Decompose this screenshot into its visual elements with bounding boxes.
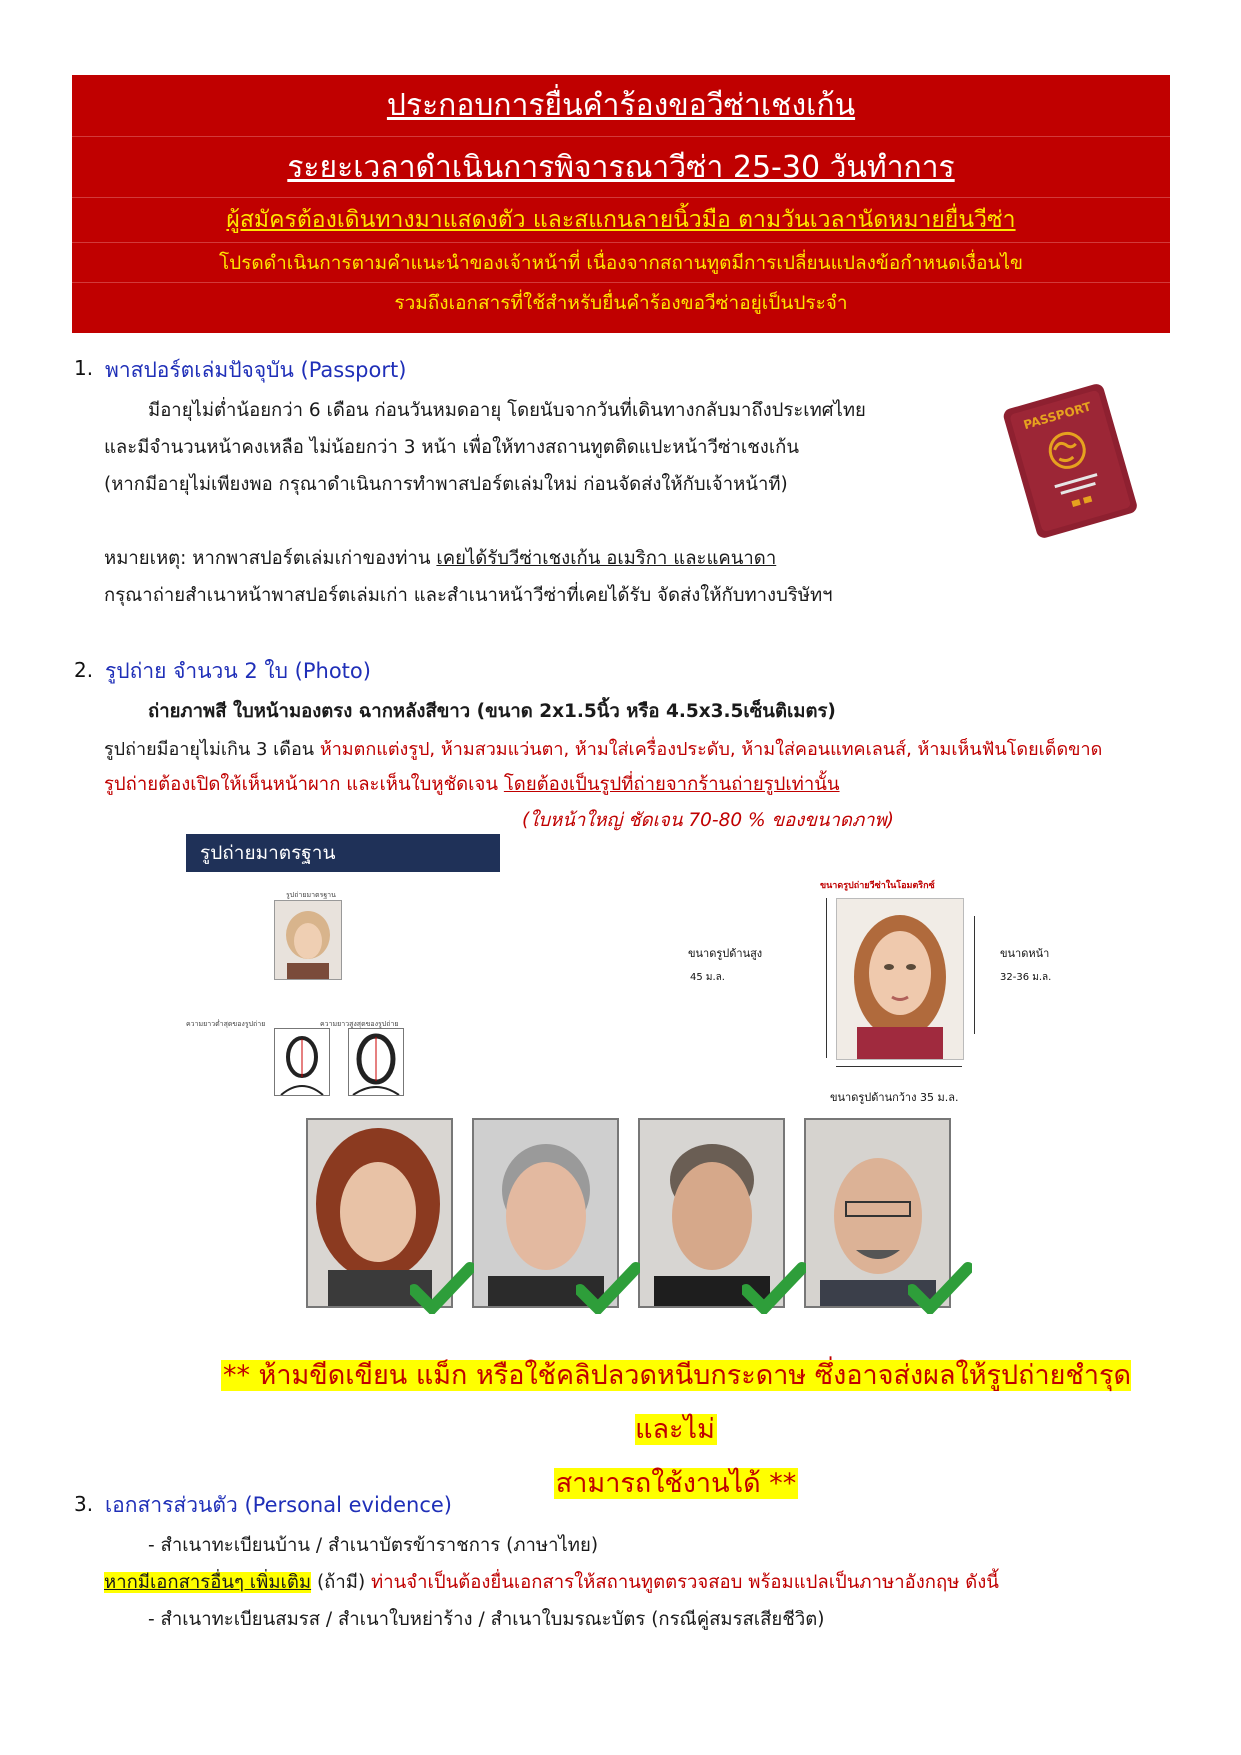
height-dimension-line xyxy=(826,898,827,1058)
section-1-title: พาสปอร์ตเล่มปัจจุบัน (Passport) xyxy=(105,358,407,382)
photo-warning-line1: ** ห้ามขีดเขียน แม็ก หรือใช้คลิปลวดหนีบกระดาษ ซึ่งอาจส่งผลให้รูปถ่ายชำรุด และไม่ xyxy=(222,1360,1132,1445)
biometric-photo xyxy=(836,898,964,1060)
check-icon xyxy=(576,1262,640,1314)
banner-title: ประกอบการยื่นคำร้องขอวีซ่าเชงเก้น xyxy=(72,75,1170,137)
photo-forehead-text xyxy=(104,770,840,799)
face-dimension-line xyxy=(974,916,975,1034)
check-icon xyxy=(908,1262,972,1314)
banner-processing-time: ระยะเวลาดำเนินการพิจารณาวีซ่า 25-30 วันทำการ xyxy=(72,137,1170,198)
height-label: ขนาดรูปด้านสูง xyxy=(688,947,763,960)
photo-age-text: รูปถ่ายมีอายุไม่เกิน 3 เดือน xyxy=(104,739,320,760)
section-3-number: 3. xyxy=(74,1492,94,1516)
banner-appearance-note: ผู้สมัครต้องเดินทางมาแสดงตัว และสแกนลายนิ้วมือ ตามวันเวลานัดหมายยื่นวีซ่า xyxy=(72,198,1170,243)
passport-note-underlined: เคยได้รับวีซ่าเชงเก้น อเมริกา และแคนาดา xyxy=(436,548,777,569)
passport-label: PASSPORT xyxy=(1021,399,1093,433)
section-2-number: 2. xyxy=(74,658,94,682)
passport-pages-text: และมีจำนวนหน้าคงเหลือ ไม่น้อยกว่า 3 หน้า เพื่อให้ทางสถานทูตติดแปะหน้าวีซ่าเชงเก้น xyxy=(104,437,799,458)
passport-copy-text: กรุณาถ่ายสำเนาหน้าพาสปอร์ตเล่มเก่า และสำเนาหน้าวีซ่าที่เคยได้รับ จัดส่งให้กับทางบริษัทฯ xyxy=(104,585,833,606)
passport-validity-text: มีอายุไม่ต่ำน้อยกว่า 6 เดือน ก่อนวันหมดอายุ โดยนับจากวันที่เดินทางกลับมาถึงประเทศไทย xyxy=(148,400,866,421)
header-banner xyxy=(72,75,1170,333)
standard-photo-thumb xyxy=(274,900,342,980)
height-value: 45 ม.ล. xyxy=(690,972,725,983)
standard-photo-small-label: รูปถ่ายมาตรฐาน xyxy=(286,891,336,899)
photo-sample-image xyxy=(186,834,1134,1262)
photo-forehead-rule: รูปถ่ายต้องเปิดให้เห็นหน้าผาก และเห็นใบหูชัดเจน xyxy=(104,774,504,795)
check-icon xyxy=(742,1262,806,1314)
photo-prohibitions: ห้ามตกแต่งรูป, ห้ามสวมแว่นตา, ห้ามใส่เครื่องประดับ, ห้ามใส่คอนแทคเลนส์, ห้ามเห็นฟันโดยเด็ดขาด xyxy=(319,739,1103,760)
section-1-number: 1. xyxy=(74,356,94,380)
photo-face-size-note: (ใบหน้าใหญ่ ชัดเจน 70-80 % ของขนาดภาพ) xyxy=(522,810,894,831)
banner-instruction-cont: รวมถึงเอกสารที่ใช้สำหรับยื่นคำร้องขอวีซ่าอยู่เป็นประจำ xyxy=(394,292,848,314)
face-size-value: 32-36 ม.ล. xyxy=(1000,972,1052,983)
passport-note-prefix: หมายเหตุ: หากพาสปอร์ตเล่มเก่าของท่าน xyxy=(104,548,437,569)
check-icon xyxy=(410,1262,474,1314)
biometric-size-title: ขนาดรูปถ่ายวีซ่าในโอมตริกซ์ xyxy=(820,881,935,891)
standard-photo-header: รูปถ่ายมาตรฐาน xyxy=(186,834,500,872)
house-registration-text: - สำเนาทะเบียนบ้าน / สำเนาบัตรข้าราชการ (ภาษาไทย) xyxy=(148,1535,599,1556)
face-size-label: ขนาดหน้า xyxy=(1000,947,1050,960)
photo-warning-line2: สามารถใช้งานได้ ** xyxy=(555,1468,797,1499)
marriage-docs-text: - สำเนาทะเบียนสมรส / สำเนาใบหย่าร้าง / สำเนาใบมรณะบัตร (กรณีคู่สมรสเสียชีวิต) xyxy=(148,1609,825,1630)
additional-docs-highlight: หากมีเอกสารอื่นๆ เพิ่มเติม xyxy=(104,1572,312,1593)
passport-note xyxy=(104,544,776,573)
section-2-title: รูปถ่าย จำนวน 2 ใบ (Photo) xyxy=(105,659,371,683)
width-dimension-line xyxy=(836,1066,962,1067)
additional-docs-requirement: ท่านจำเป็นต้องยื่นเอกสารให้สถานทูตตรวจสอบ พร้อมแปลเป็นภาษาอังกฤษ ดังนี้ xyxy=(371,1572,999,1593)
photo-rules-text xyxy=(104,734,1102,763)
head-outline-min xyxy=(274,1028,330,1096)
photo-warning xyxy=(196,1349,1156,1511)
width-label: ขนาดรูปด้านกว้าง 35 ม.ล. xyxy=(830,1091,959,1104)
section-3-title: เอกสารส่วนตัว (Personal evidence) xyxy=(105,1493,453,1517)
max-length-label: ความยาวสูงสุดของรูปถ่าย xyxy=(320,1020,399,1028)
banner-instruction: โปรดดำเนินการตามคำแนะนำของเจ้าหน้าที่ เนื่องจากสถานทูตมีการเปลี่ยนแปลงข้อกำหนดเงื่อนไข xyxy=(72,243,1170,283)
photo-spec-text: ถ่ายภาพสี ใบหน้ามองตรง ฉากหลังสีขาว (ขนาด 2x1.5นิ้ว หรือ 4.5x3.5เซ็นติเมตร) xyxy=(148,701,836,722)
additional-docs-text xyxy=(104,1568,999,1597)
passport-renew-text: (หากมีอายุไม่เพียงพอ กรุณาดำเนินการทำพาสปอร์ตเล่มใหม่ ก่อนจัดส่งให้กับเจ้าหน้าที) xyxy=(104,474,788,495)
photo-shop-rule: โดยต้องเป็นรูปที่ถ่ายจากร้านถ่ายรูปเท่านั้น xyxy=(503,774,840,795)
head-outline-max xyxy=(348,1028,404,1096)
passport-image xyxy=(990,380,1150,540)
additional-docs-optional: (ถ้ามี) xyxy=(311,1572,372,1593)
min-length-label: ความยาวต่ำสุดของรูปถ่าย xyxy=(186,1020,266,1028)
